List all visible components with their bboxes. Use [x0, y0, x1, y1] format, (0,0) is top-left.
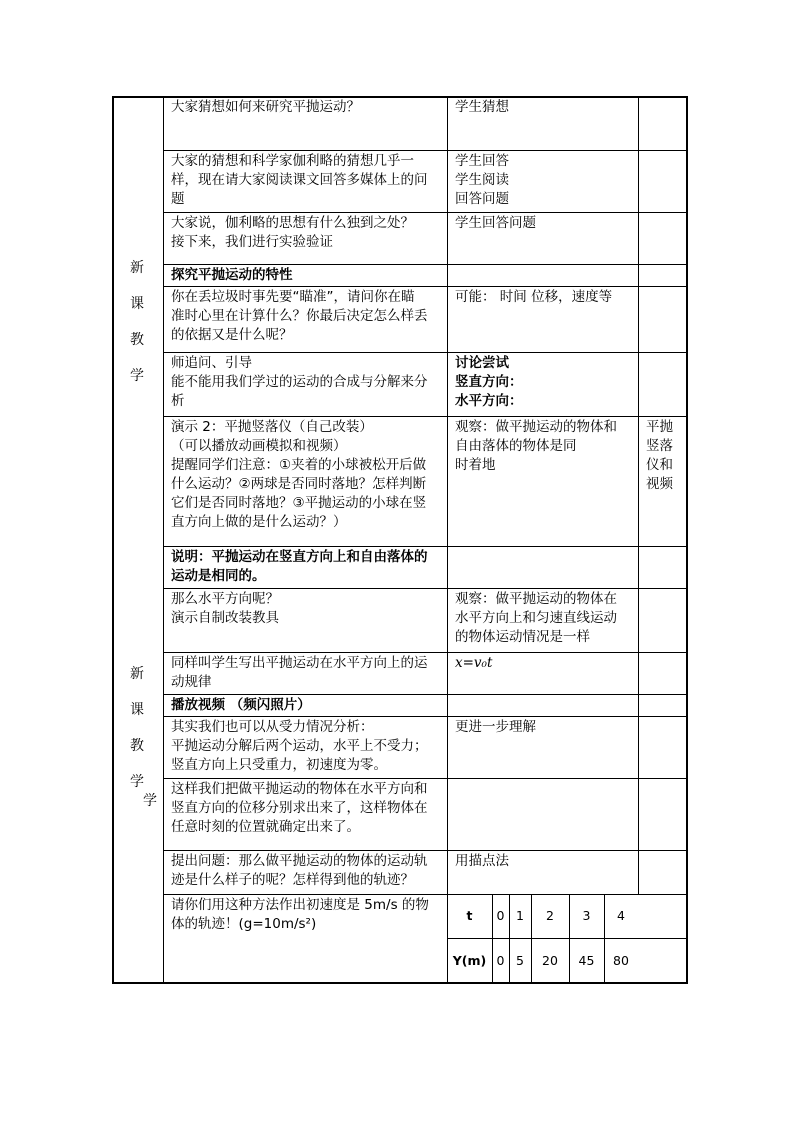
- student-cell: [455, 152, 634, 211]
- cell-line: 这样我们把做平抛运动的物体在水平方向和: [171, 781, 428, 797]
- grid-line: [163, 850, 688, 851]
- cell-line: 竖落: [646, 438, 673, 454]
- cell-line: 水平方向：: [455, 393, 523, 409]
- teacher-cell: [171, 718, 443, 777]
- cell-line: 迹是什么样子的呢？怎样得到他的轨迹？: [171, 872, 414, 888]
- teacher-cell: [171, 98, 443, 149]
- student-cell: [455, 696, 634, 715]
- teacher-cell: [171, 288, 443, 351]
- cell-line: 它们是否同时落地？③平抛运动的小球在竖: [171, 495, 427, 511]
- teacher-cell: [171, 266, 443, 285]
- cell-line: 体的轨迹！(g=10m/s²): [171, 916, 317, 932]
- cell-line: 回答问题: [455, 191, 509, 207]
- cell-line: 什么运动？②两球是否同时落地？怎样判断: [171, 476, 427, 492]
- cell-line: 你在丢垃圾时事先要“瞄准”，请问你在瞄: [171, 289, 415, 305]
- teacher-cell: [171, 654, 443, 693]
- student-cell: [455, 590, 634, 651]
- t-value: 1: [516, 908, 524, 923]
- cell-line: 说明：平抛运动在竖直方向上和自由落体的: [171, 549, 428, 565]
- student-cell: [455, 214, 634, 263]
- grid-line: [163, 652, 688, 653]
- y-value: 0: [496, 953, 505, 968]
- side-char: 课: [130, 702, 144, 718]
- t-label: t: [466, 908, 473, 923]
- cell-line: 提出问题：那么做平抛运动的物体的运动轨: [171, 853, 428, 869]
- cell-line: 接下来，我们进行实验验证: [171, 234, 333, 250]
- student-cell: [455, 780, 634, 849]
- cell-line: 播放视频 （频闪照片）: [171, 697, 311, 713]
- side-char: 教: [130, 738, 144, 754]
- cell-line: x=v₀t: [455, 655, 493, 671]
- grid-line: [638, 96, 639, 894]
- grid-line: [163, 546, 688, 547]
- cell-line: 析: [171, 393, 185, 409]
- y-label: Y(m): [452, 953, 487, 968]
- t-value: 0: [496, 908, 505, 923]
- side-label-section-2: [122, 662, 152, 806]
- student-cell: [455, 288, 634, 351]
- cell-line: 学生猜想: [455, 99, 509, 115]
- side-label-section-1: [122, 256, 152, 400]
- cell-line: 演示 2：平抛竖落仪（自己改装）: [171, 419, 373, 435]
- cell-line: 准时心里在计算什么？你最后决定怎么样丢: [171, 308, 428, 324]
- cell-line: 自由落体的物体是同: [455, 438, 577, 454]
- teacher-cell: [171, 548, 443, 587]
- cell-line: 竖直方向的位移分别求出来了，这样物体在: [171, 800, 428, 816]
- cell-line: 样，现在请大家阅读课文回答多媒体上的问: [171, 172, 428, 188]
- cell-line: 竖直方向：: [455, 374, 523, 390]
- cell-line: 学生阅读: [455, 172, 509, 188]
- side-char: 新: [130, 666, 144, 682]
- media-cell: [646, 418, 684, 545]
- side-char: 新: [130, 260, 144, 276]
- cell-line: 水平方向上和匀速直线运动: [455, 610, 617, 626]
- cell-line: 的物体运动情况是一样: [455, 629, 590, 645]
- t-value: 3: [582, 908, 591, 923]
- cell-line: 的依据又是什么呢？: [171, 327, 293, 343]
- cell-line: 竖直方向上只受重力，初速度为零。: [171, 757, 387, 773]
- t-value: 2: [546, 908, 554, 923]
- cell-line: 观察：做平抛运动的物体和: [455, 419, 617, 435]
- teacher-cell: [171, 896, 443, 983]
- teacher-cell: [171, 418, 443, 545]
- student-cell: [455, 718, 634, 777]
- grid-line: [163, 416, 688, 417]
- cell-line: 用描点法: [455, 853, 509, 869]
- grid-line: [163, 694, 688, 695]
- cell-line: 其实我们也可以从受力情况分析：: [171, 719, 374, 735]
- cell-line: 请你们用这种方法作出初速度是 5m/s 的物: [171, 897, 429, 913]
- grid-line: [163, 716, 688, 717]
- cell-line: 更进一步理解: [455, 719, 536, 735]
- cell-line: 探究平抛运动的特性: [171, 267, 293, 283]
- student-cell: [455, 548, 634, 587]
- cell-line: 师追问、引导: [171, 355, 252, 371]
- cell-line: 题: [171, 191, 185, 207]
- cell-line: 可能： 时间 位移，速度等: [455, 289, 613, 305]
- cell-line: 那么水平方向呢？: [171, 591, 279, 607]
- cell-line: 能不能用我们学过的运动的合成与分解来分: [171, 374, 428, 390]
- side-char: 学: [130, 774, 144, 790]
- teacher-cell: [171, 214, 443, 263]
- student-cell: [455, 852, 634, 893]
- side-label-extra: 学: [143, 793, 157, 809]
- grid-line: [163, 778, 688, 779]
- cell-line: 讨论尝试: [455, 355, 509, 371]
- student-cell: [455, 654, 634, 693]
- cell-line: 任意时刻的位置就确定出来了。: [171, 819, 360, 835]
- side-char: 课: [130, 296, 144, 312]
- t-value: 4: [617, 908, 625, 923]
- grid-line: [163, 588, 688, 589]
- cell-line: 平抛: [646, 419, 673, 435]
- cell-line: 大家说，伽利略的思想有什么独到之处？: [171, 215, 414, 231]
- side-char: 教: [130, 332, 144, 348]
- cell-line: 动规律: [171, 674, 212, 690]
- cell-line: 视频: [646, 476, 673, 492]
- cell-line: 大家猜想如何来研究平抛运动？: [171, 99, 360, 115]
- cell-line: 仪和: [646, 457, 673, 473]
- teacher-cell: [171, 354, 443, 415]
- teacher-cell: [171, 590, 443, 651]
- teacher-cell: [171, 152, 443, 211]
- cell-line: 直方向上做的是什么运动？）: [171, 514, 347, 530]
- student-cell: [455, 98, 634, 149]
- student-cell: [455, 266, 634, 285]
- grid-line: [163, 352, 688, 353]
- cell-line: 观察：做平抛运动的物体在: [455, 591, 617, 607]
- grid-line: [163, 212, 688, 213]
- cell-line: 大家的猜想和科学家伽利略的猜想几乎一: [171, 153, 414, 169]
- cell-line: 时着地: [455, 457, 496, 473]
- cell-line: 提醒同学们注意：①夹着的小球被松开后做: [171, 457, 427, 473]
- cell-line: 平抛运动分解后两个运动，水平上不受力；: [171, 738, 428, 754]
- side-char: 学: [130, 368, 144, 384]
- cell-line: 运动是相同的。: [171, 568, 266, 584]
- y-value: 80: [613, 953, 629, 968]
- y-value: 20: [542, 953, 558, 968]
- cell-line: 同样叫学生写出平抛运动在水平方向上的运: [171, 655, 428, 671]
- teacher-cell: [171, 852, 443, 893]
- grid-line: [163, 286, 688, 287]
- cell-line: 学生回答: [455, 153, 509, 169]
- cell-line: （可以播放动画模拟和视频）: [171, 438, 347, 454]
- cell-line: 学生回答问题: [455, 215, 536, 231]
- teacher-cell: [171, 696, 443, 715]
- student-cell: [455, 418, 634, 545]
- grid-line: [163, 150, 688, 151]
- y-value: 5: [516, 953, 524, 968]
- cell-line: 演示自制改装教具: [171, 610, 279, 626]
- teacher-cell: [171, 780, 443, 849]
- y-value: 45: [578, 953, 595, 968]
- student-cell: [455, 354, 634, 415]
- grid-line: [163, 264, 688, 265]
